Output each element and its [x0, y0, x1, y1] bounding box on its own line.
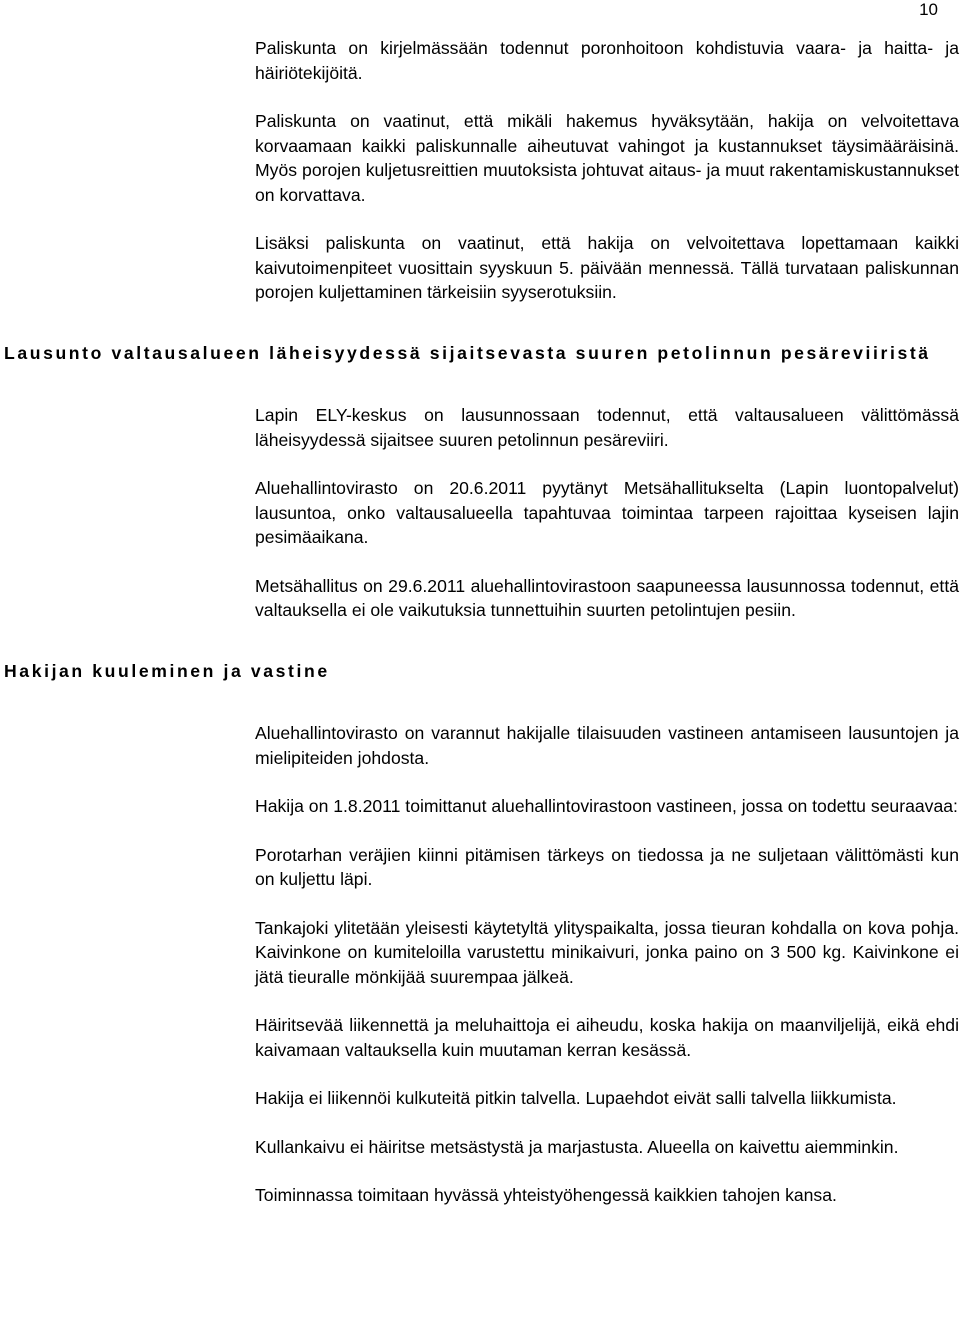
paragraph-petolintu-2: Aluehallintovirasto on 20.6.2011 pyytänyt Metsähallitukselta (Lapin luontopalvelut) lausuntoa, onko valtausalueella tapahtuvaa toimintaa tarpeen rajoittaa kyseisen lajin pesimäaikana.	[255, 478, 959, 547]
page-number: 10	[919, 0, 938, 19]
paragraph-kuuleminen-6: Hakija ei liikennöi kulkuteitä pitkin talvella. Lupaehdot eivät salli talvella liikkumista.	[255, 1088, 897, 1108]
paragraph-kuuleminen-5: Häiritsevää liikennettä ja meluhaittoja ei aiheudu, koska hakija on maanviljelijä, eikä ehdi kaivamaan valtauksella kuin muutaman kerran kesässä.	[255, 1015, 959, 1060]
paragraph-kuuleminen-3: Porotarhan veräjien kiinni pitämisen tärkeys on tiedossa ja ne suljetaan välittömästi kun on kuljettu läpi.	[255, 844, 959, 889]
section-heading-petolintu: Lausunto valtausalueen läheisyydessä sijaitsevasta suuren petolinnun pesäreviiristä	[4, 342, 931, 363]
paragraph-intro-2: Paliskunta on vaatinut, että mikäli hakemus hyväksytään, hakija on velvoitettava korvaamaan kaikki paliskunnalle aiheutuvat vahingot ja kustannukset täysimääräisinä. Myös porojen kuljetusreittien muutoksista johtuvat aitaus- ja muut rakentamiskustannukset on korvattava.	[255, 111, 959, 205]
section-heading-kuuleminen: Hakijan kuuleminen ja vastine	[4, 660, 330, 681]
paragraph-kuuleminen-4: Tankajoki ylitetään yleisesti käytetyltä ylityspaikalta, jossa tieuran kohdalla on kova pohja. Kaivinkone on kumiteloilla varustettu minikaivuri, jonka paino on 3 500 kg. Kaivinkone ei jätä tieuralle mönkijää suurempaa jälkeä.	[255, 917, 959, 987]
paragraph-kuuleminen-2: Hakija on 1.8.2011 toimittanut aluehallintovirastoon vastineen, jossa on todettu seuraavaa:	[255, 796, 958, 816]
document-body	[0, 36, 960, 1232]
paragraph-petolintu-3: Metsähallitus on 29.6.2011 aluehallintovirastoon saapuneessa lausunnossa todennut, että valtauksella ei ole vaikutuksia tunnettuihin suurten petolintujen pesiin.	[255, 575, 959, 620]
paragraph-kuuleminen-1: Aluehallintovirasto on varannut hakijalle tilaisuuden vastineen antamiseen lausuntojen ja mielipiteiden johdosta.	[255, 723, 959, 768]
paragraph-kuuleminen-8: Toiminnassa toimitaan hyvässä yhteistyöhengessä kaikkien tahojen kansa.	[255, 1185, 837, 1205]
paragraph-intro-1: Paliskunta on kirjelmässään todennut poronhoitoon kohdistuvia vaara- ja haitta- ja häiriötekijöitä.	[255, 38, 959, 83]
paragraph-intro-3: Lisäksi paliskunta on vaatinut, että hakija on velvoitettava lopettamaan kaikki kaivutoimenpiteet vuosittain syyskuun 5. päivään mennessä. Tällä turvataan paliskunnan porojen kuljettaminen tärkeisiin syyserotuksiin.	[255, 233, 959, 302]
paragraph-petolintu-1: Lapin ELY-keskus on lausunnossaan todennut, että valtausalueen välittömässä läheisyydessä sijaitsee suuren petolinnun pesäreviiri.	[255, 405, 959, 450]
paragraph-kuuleminen-7: Kullankaivu ei häiritse metsästystä ja marjastusta. Alueella on kaivettu aiemminkin.	[255, 1136, 899, 1157]
